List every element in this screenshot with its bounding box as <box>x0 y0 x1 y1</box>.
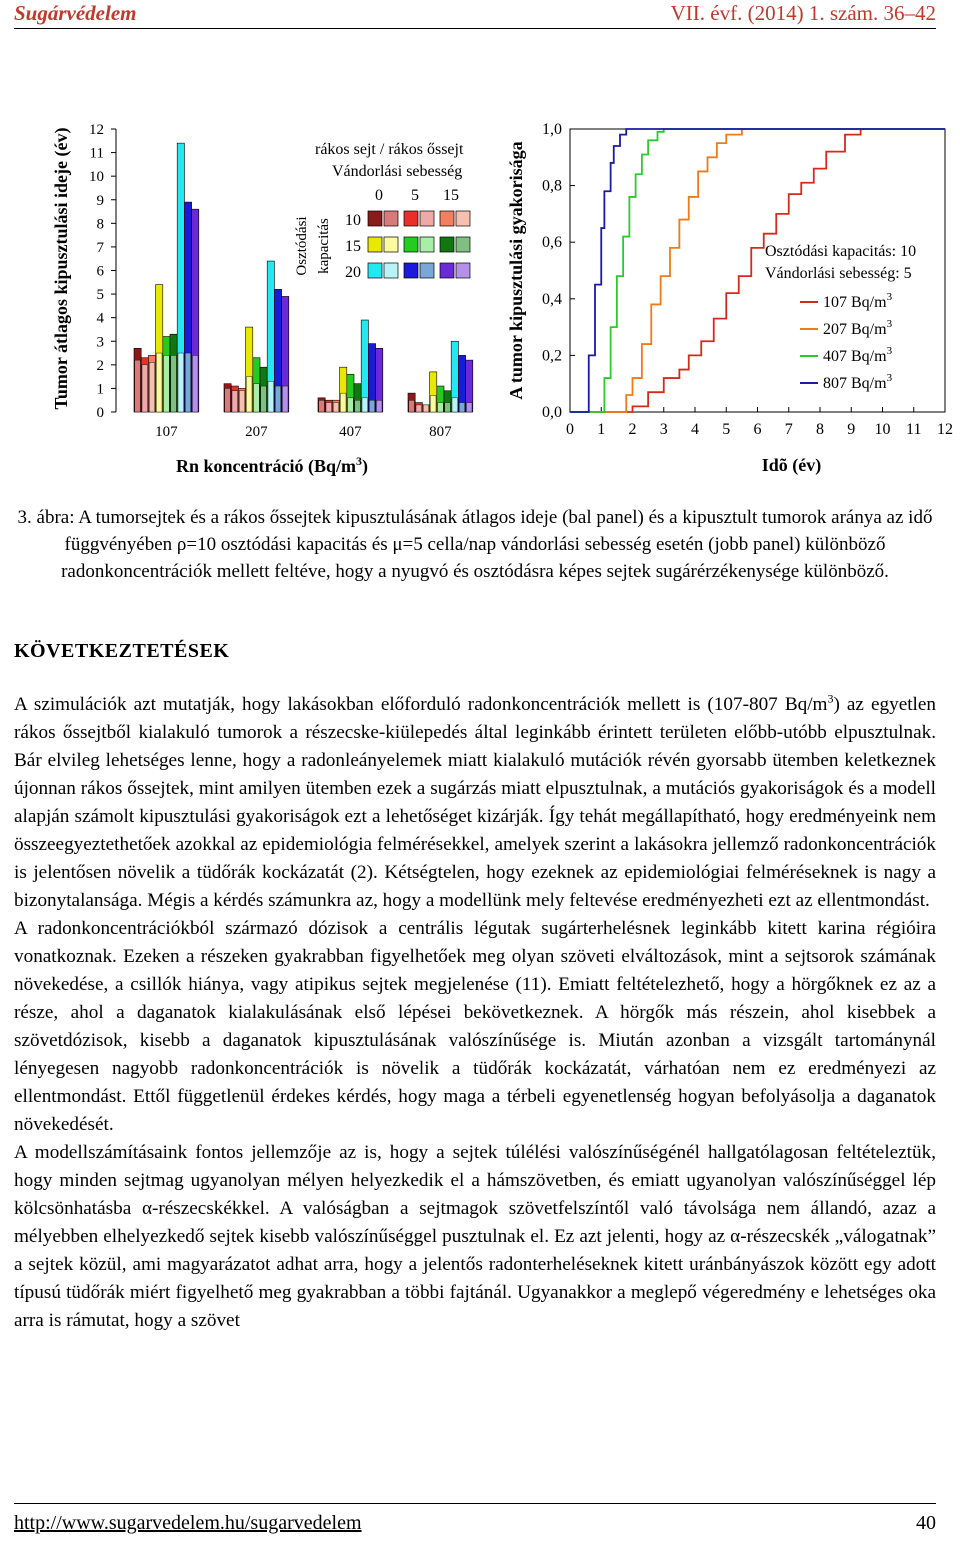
legend-capacity-value: 15 <box>345 238 361 255</box>
legend-swatch <box>384 211 398 226</box>
y-tick-label: 6 <box>96 263 104 280</box>
legend-swatch <box>456 237 470 252</box>
bar-stem-cell <box>466 403 472 412</box>
bar-stem-cell <box>333 403 339 412</box>
legend-swatch <box>368 237 382 252</box>
x-axis-label: Rn koncentráció $(Bq/m^3)$ <box>176 454 368 476</box>
paragraph-2: A radonkoncentrációkból származó dózisok a centrális légutak sugárterhelésnek leginkább kitett karina régióira vonatkoznak. Ezeken a részeken gyakrabban figyelhetőek meg olyan szöveti elváltozások, mint a sejtsorok számának növekedése, a csillók hiánya, vagy atipikus sejtek megjelenése (11). Emiatt feltételezhető, hogy a hörgőknek ez az a része, ahol a daganatok kialakulásának első lépései bekövetkeznek. A hörgők más részein, ahol kisebbek a szövetdózisok, kisebb a daganatok kipusztulásának valószínűsége is. Miután azonban a vizsgált tartománynál lényegesen nagyobb radonkoncentrációk is növelik a tüdőrák kockázatát, várhatóan nem ez eredményezi az ellentmondást. Ettől függetlenül érdekes kérdés, hogy maga a térbeli egyenetlenség hogyan befolyásolja a daganatok növekedését. <box>14 918 936 1135</box>
legend-capacity-label: kapacitás <box>316 218 332 274</box>
bar-stem-cell <box>282 386 288 412</box>
bar-stem-cell <box>355 400 361 412</box>
legend-series-label: 807 $Bq/m^3$ <box>823 372 893 392</box>
legend-swatch <box>440 237 454 252</box>
bar-stem-cell <box>178 353 184 412</box>
legend-capacity-label: Osztódási <box>294 216 310 276</box>
legend-title-cell-type: rákos sejt / rákos őssejt <box>315 141 464 158</box>
x-tick-label: 107 <box>155 424 178 440</box>
legend-swatch <box>420 263 434 278</box>
x-tick-label: 10 <box>874 421 891 438</box>
bar-stem-cell <box>348 398 354 412</box>
x-tick-label: 6 <box>753 421 762 438</box>
bar-stem-cell <box>459 403 465 412</box>
y-tick-label: 0 <box>96 405 104 421</box>
bar-stem-cell <box>164 355 170 412</box>
y-tick-label: 12 <box>89 122 104 138</box>
y-tick-label: 1 <box>96 381 104 398</box>
legend-series-label: 207 $Bq/m^3$ <box>823 318 893 338</box>
bar-stem-cell <box>326 403 332 412</box>
legend-series-label: 107 $Bq/m^3$ <box>823 291 893 311</box>
y-tick-label: 2 <box>96 357 104 374</box>
section-title: KÖVETKEZTETÉSEK <box>14 640 230 662</box>
y-tick-label: 7 <box>96 239 104 256</box>
bar-stem-cell <box>135 360 141 412</box>
legend-swatch <box>420 211 434 226</box>
legend-swatch <box>404 237 418 252</box>
legend-swatch <box>456 263 470 278</box>
journal-title: Sugárvédelem <box>14 1 137 25</box>
x-tick-label: 407 <box>339 424 362 440</box>
bar-chart-survival-time <box>40 80 500 480</box>
paragraph-3: A modellszámításaink fontos jellemzője az is, hogy a sejtek túlélési valószínűségénél hallgatólagosan feltételeztük, hogy minden sejtmag ugyanolyan mélyen helyezkedik el a hámszövetben, és emiatt ugyanolyan valószínűséggel lép kölcsönhatásba α-részecskékkel. A valóságban a sejtmagok szövetfelszíntől való távolsága nem állandó, azaz a mélyebben elhelyezkedő sejtek kisebb valószínűséggel pusztulnak el. Ez azt jelenti, hogy az α-részecskék „válogatnak” a sejtek közül, ami magyarázatot adhat arra, hogy a jelentős radonterheléseknek kitett uránbányászok között egy adott típusú tüdőrák miért figyelhető meg gyakrabban a többi fajtánál. Ugyanakkor a meglepő végeredmény e lehetséges oka arra is rámutat, hogy a szövet <box>14 1142 936 1331</box>
y-tick-label: 10 <box>89 169 104 186</box>
bar-stem-cell <box>171 355 177 412</box>
bar-stem-cell <box>232 391 238 412</box>
line-chart-extinction-frequency <box>500 98 960 480</box>
x-tick-label: 1 <box>597 421 606 438</box>
x-tick-label: 5 <box>722 421 731 438</box>
legend-swatch <box>440 263 454 278</box>
x-axis-label: Idõ (év) <box>761 455 822 475</box>
x-tick-label: 11 <box>906 421 922 438</box>
bar-stem-cell <box>268 381 274 412</box>
bar-stem-cell <box>430 395 436 412</box>
bar-stem-cell <box>225 388 231 412</box>
x-tick-label: 8 <box>816 421 824 438</box>
bar-stem-cell <box>185 353 191 412</box>
body-text <box>14 691 936 1335</box>
y-axis-label: A tumor kipusztulási gyakorisága <box>506 141 526 400</box>
y-tick-label: 1,0 <box>542 121 562 138</box>
bar-stem-cell <box>319 400 325 412</box>
legend-swatch <box>368 263 382 278</box>
x-tick-label: 2 <box>628 421 637 438</box>
annotation-capacity: Osztódási kapacitás: 10 <box>765 243 917 260</box>
bar-stem-cell <box>142 365 148 412</box>
legend-swatch <box>368 211 382 226</box>
y-tick-label: 0,0 <box>542 404 562 421</box>
bar-stem-cell <box>239 391 245 412</box>
x-tick-label: 207 <box>245 424 268 440</box>
y-tick-label: 0,8 <box>542 177 562 195</box>
legend-swatch <box>404 211 418 226</box>
legend-swatch <box>420 237 434 252</box>
bar-stem-cell <box>340 393 346 412</box>
legend-speed-label: 5 <box>411 187 419 204</box>
bar-stem-cell <box>156 353 162 412</box>
legend-swatch <box>384 263 398 278</box>
paragraph-1: A szimulációk azt mutatják, hogy lakásokban előforduló radonkoncentrációk mellett is (107-807 $Bq/m^3$) az egyetlen rákos őssejtből kialakuló tumorok a részecske-kiülepedés által leginkább érintett területen előbb-utóbb elpusztulnak. Bár elvileg lehetséges lenne, hogy a radonleányelemek miatt kialakuló mutációk révén gyorsabb ütemben keletkeznek újonnan rákos őssejtek, mint amilyen ütemben ezek a sugárzás miatt elpusztulnak, a mutációs gyakoriságok és a modell alapján számolt kipusztulási gyakoriságok ezt a lehetőséget kizárják. Így tehát megállapítható, hogy eredményeink nem összeegyeztethetőek azokkal az epidemiológia felmérésekkel, amelyek szerint a lakásokra jellemző radonkoncentrációk is jelentősen növelik a tüdőrák kockázatát (2). Kétségtelen, hogy ezeknek az epidemiológiai felméréseknek is nagy a bizonytalansága. Mégis a kérdés számunkra az, hogy a modellünk mely feltevése eredményezheti ezt az ellentmondást. <box>14 691 936 911</box>
page-number: 40 <box>916 1512 936 1534</box>
legend-swatch <box>440 211 454 226</box>
x-tick-label: 7 <box>784 421 793 438</box>
bar-stem-cell <box>438 403 444 412</box>
annotation-speed: Vándorlási sebesség: 5 <box>765 265 912 282</box>
bar-stem-cell <box>261 386 267 412</box>
bar-stem-cell <box>362 398 368 412</box>
legend-swatch <box>456 211 470 226</box>
y-tick-label: 0,6 <box>542 234 562 252</box>
y-tick-label: 8 <box>96 216 104 233</box>
bar-stem-cell <box>376 400 382 412</box>
y-tick-label: 3 <box>96 334 104 351</box>
bar-stem-cell <box>369 400 375 412</box>
x-tick-label: 12 <box>937 421 953 438</box>
legend-swatch <box>404 263 418 278</box>
x-tick-label: 0 <box>566 421 574 438</box>
y-tick-label: 4 <box>96 310 104 327</box>
legend-series-label: 407 $Bq/m^3$ <box>823 345 893 365</box>
bar-stem-cell <box>445 403 451 412</box>
y-tick-label: 0,2 <box>542 347 562 365</box>
y-tick-label: 5 <box>96 287 104 304</box>
legend-swatch <box>384 237 398 252</box>
bar-stem-cell <box>452 398 458 412</box>
x-tick-label: 807 <box>429 424 452 440</box>
x-tick-label: 3 <box>659 421 668 438</box>
x-tick-label: 9 <box>847 421 856 438</box>
legend-title-speed: Vándorlási sebesség <box>332 163 463 180</box>
bar-stem-cell <box>246 377 252 412</box>
page-header <box>14 0 936 29</box>
page-footer <box>14 1503 936 1542</box>
y-axis-label: Tumor átlagos kipusztulási ideje (év) <box>51 127 71 410</box>
bar-stem-cell <box>254 384 260 412</box>
y-tick-label: 11 <box>89 145 104 162</box>
x-tick-label: 4 <box>691 421 699 438</box>
legend-capacity-value: 20 <box>345 264 361 281</box>
footer-link[interactable]: http://www.sugarvedelem.hu/sugarvedelem <box>14 1512 362 1534</box>
figure-caption: 3. ábra: A tumorsejtek és a rákos őssejtek kipusztulásának átlagos ideje (bal panel) és a kipusztult tumorok aránya az idő függvényében ρ=10 osztódási kapacitás és μ=5 cella/nap vándorlási sebesség esetén (jobb panel) különböző radonkoncentrációk mellett feltéve, hogy a nyugvó és osztódásra képes sejtek sugárérzékenysége különböző. <box>17 507 933 582</box>
bar-stem-cell <box>423 405 429 412</box>
legend-capacity-value: 10 <box>345 212 361 229</box>
bar-stem-cell <box>409 400 415 412</box>
issue-info: VII. évf. (2014) 1. szám. 36–42 <box>670 1 936 25</box>
legend-speed-label: 0 <box>375 187 383 204</box>
y-tick-label: 0,4 <box>542 290 562 308</box>
legend-speed-label: 15 <box>443 187 459 204</box>
bar-stem-cell <box>275 386 281 412</box>
bar-stem-cell <box>149 362 155 412</box>
y-tick-label: 9 <box>96 192 104 209</box>
bar-stem-cell <box>416 405 422 412</box>
bar-stem-cell <box>192 355 198 412</box>
